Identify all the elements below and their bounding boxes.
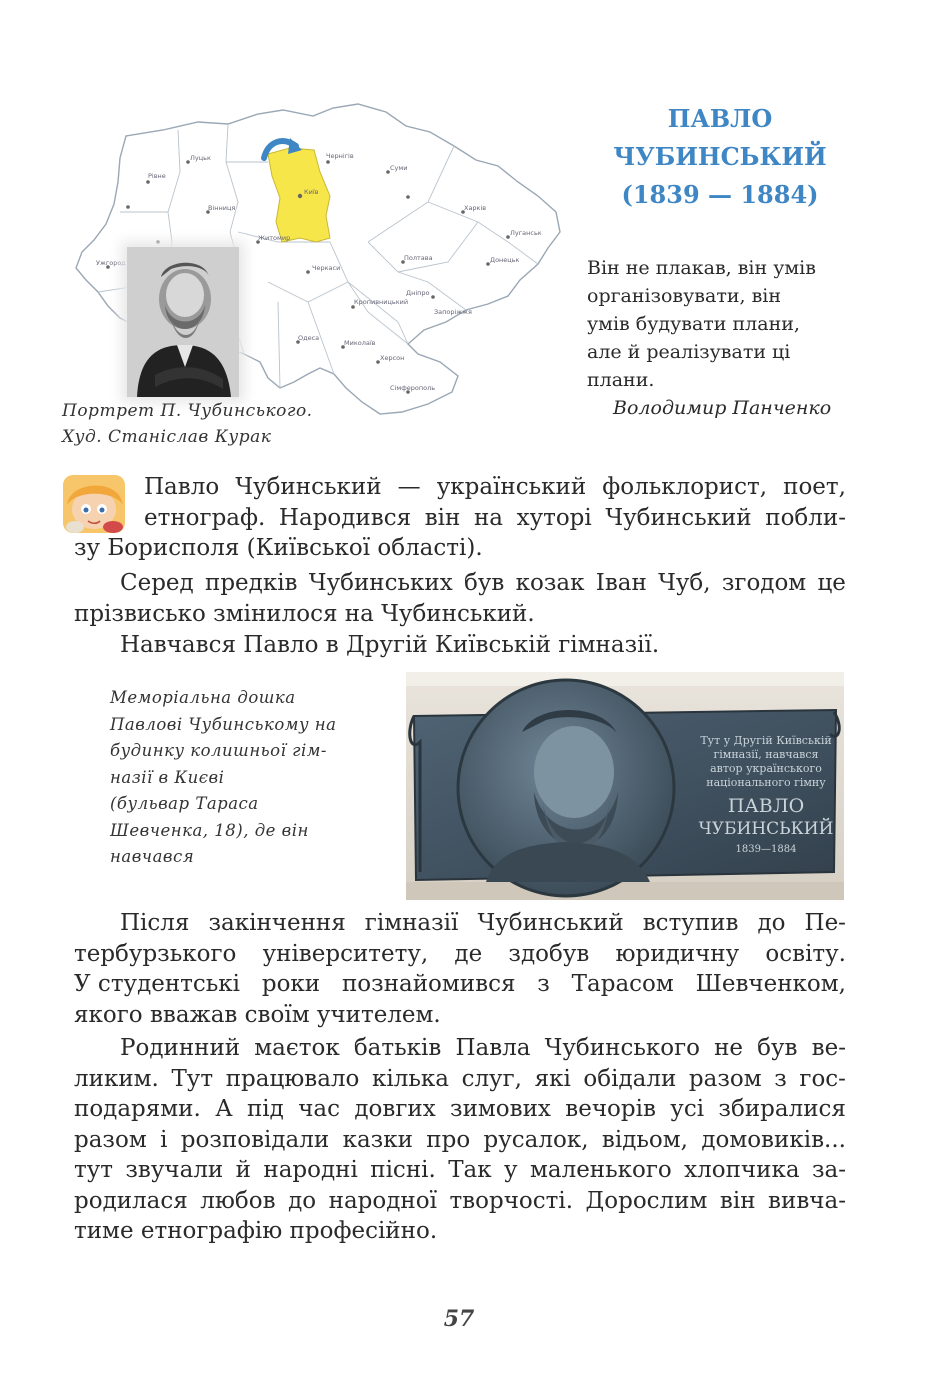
justified-line [144, 472, 846, 503]
word: У студентські [74, 971, 241, 997]
svg-text:ПАВЛО: ПАВЛО [727, 795, 805, 817]
svg-text:гімназії, навчався: гімназії, навчався [713, 748, 819, 761]
justified-line [74, 1155, 846, 1186]
word: Чубинський [605, 504, 752, 531]
word: розповідали [180, 1126, 330, 1153]
word: маєток [254, 1035, 340, 1061]
svg-text:Вінниця: Вінниця [208, 204, 236, 212]
word: освіту. [765, 940, 846, 967]
title-years: (1839 — 1884) [621, 180, 819, 209]
word: працювало [225, 1065, 360, 1092]
paragraph-5 [74, 1033, 846, 1247]
word: Тарасом [571, 971, 674, 997]
word: був [757, 1035, 798, 1061]
word: відьом, [601, 1126, 688, 1153]
word: під [246, 1096, 284, 1122]
word: гос- [799, 1065, 846, 1092]
caption-line: Меморіальна дошка [110, 688, 296, 707]
word: які [534, 1065, 571, 1092]
word: час [298, 1096, 340, 1122]
word: до [757, 910, 786, 936]
epigraph-line: але й реалізувати ці [587, 341, 791, 363]
word: Тут [171, 1065, 214, 1092]
svg-text:Тут у Другій Київській: Тут у Другій Київській [700, 734, 832, 747]
word: Родинний [120, 1035, 241, 1061]
word: Дорослим [585, 1187, 708, 1214]
svg-text:ЧУБИНСЬКИЙ: ЧУБИНСЬКИЙ [698, 819, 834, 839]
text-line: прізвисько змінилося на Чубинський. [74, 600, 535, 627]
title-line-1: ПАВЛО [667, 104, 773, 133]
word: Так [448, 1157, 492, 1183]
title-line-2: ЧУБИНСЬКИЙ [613, 142, 827, 171]
word: родилася [74, 1187, 188, 1214]
word: юридичну [615, 940, 740, 967]
word: до [288, 1187, 317, 1214]
word: Іван [595, 570, 647, 596]
caption-line: Шевченка, 18), де він [110, 820, 309, 840]
word: був [463, 570, 505, 596]
word: домовиків... [701, 1126, 846, 1153]
word: народні [263, 1157, 358, 1183]
word: батьків [353, 1035, 442, 1061]
word: Пе- [804, 910, 846, 936]
justified-line [144, 503, 846, 534]
word: роки [261, 971, 321, 997]
word: пісні. [370, 1157, 436, 1183]
caption-line: Павлові Чубинському на [110, 714, 337, 734]
word: хуторі [516, 504, 592, 531]
word: Чубинських [308, 570, 453, 596]
paragraph-3 [120, 630, 846, 661]
caption-line: назії в Києві [110, 767, 225, 787]
justified-line [74, 1033, 846, 1064]
word: гімназії [364, 910, 459, 936]
justified-line [74, 1186, 846, 1217]
word: усі [670, 1096, 705, 1122]
svg-text:автор українського: автор українського [710, 762, 822, 775]
justified-line [74, 908, 846, 939]
word: поет, [783, 474, 846, 500]
word: Після [120, 910, 190, 936]
svg-text:Дніпро: Дніпро [406, 289, 430, 297]
word: козак [515, 570, 585, 596]
word: тут [74, 1157, 113, 1183]
plaque-caption [110, 685, 400, 871]
svg-text:Чернігів: Чернігів [326, 152, 354, 160]
svg-text:Харків: Харків [464, 204, 487, 212]
word: фольклорист, [602, 474, 768, 500]
word: ликим. [74, 1065, 159, 1092]
justified-line [74, 568, 846, 599]
svg-text:Одеса: Одеса [298, 334, 320, 342]
epigraph-line: Він не плакав, він умів [587, 257, 816, 279]
svg-text:Херсон: Херсон [380, 354, 405, 362]
svg-text:Луганськ: Луганськ [510, 229, 542, 237]
svg-text:Суми: Суми [390, 164, 408, 172]
svg-text:Кропивницький: Кропивницький [354, 298, 409, 306]
caption-line: навчався [110, 847, 195, 866]
word: Серед [120, 570, 194, 596]
paragraph-2 [74, 568, 846, 629]
svg-text:Київ: Київ [304, 188, 319, 196]
word: згодом [721, 570, 807, 596]
text-line: Навчався Павло в Другій Київській гімназії. [120, 632, 660, 658]
word: хлопчика [684, 1157, 800, 1183]
word: і [160, 1126, 168, 1153]
word: зимових [450, 1096, 551, 1122]
text-line: тиме етнографію професійно. [74, 1218, 438, 1244]
epigraph-line: умів будувати плани, [587, 313, 800, 335]
word: — [397, 474, 421, 500]
word: вечорів [565, 1096, 656, 1122]
svg-text:Сімферополь: Сімферополь [390, 384, 436, 392]
word: з [537, 971, 550, 997]
word: Чубинський [477, 910, 624, 936]
svg-text:Ужгород: Ужгород [96, 259, 126, 267]
word: український [436, 474, 587, 500]
word: народної [328, 1187, 437, 1214]
svg-text:Донецьк: Донецьк [490, 256, 520, 264]
word: Павла [455, 1035, 531, 1061]
word: здобув [508, 940, 590, 967]
reader-child-icon [63, 475, 125, 533]
word: й [235, 1157, 251, 1183]
word: Народився [278, 504, 412, 531]
article-title [575, 100, 865, 214]
text-line: зу Борисполя (Київської області). [74, 535, 483, 561]
justified-line [74, 1125, 846, 1156]
word: на [473, 504, 503, 531]
paragraph-4 [74, 908, 846, 1030]
word: де [454, 940, 483, 967]
word: подарями. [74, 1096, 201, 1122]
svg-text:Рівне: Рівне [148, 172, 166, 180]
word: разом [74, 1126, 147, 1153]
word: А [215, 1096, 233, 1122]
word: він [424, 504, 461, 531]
word: у [504, 1157, 518, 1183]
word: університету, [262, 940, 429, 967]
portrait-caption-line: Портрет П. Чубинського. [62, 401, 313, 421]
word: русалок, [483, 1126, 589, 1153]
svg-text:Полтава: Полтава [404, 254, 433, 262]
word: любов [200, 1187, 276, 1214]
justified-line [74, 1064, 846, 1095]
word: творчості. [449, 1187, 574, 1214]
word: Чуб, [658, 570, 711, 596]
paragraph-1 [144, 472, 846, 533]
word: кілька [372, 1065, 449, 1092]
portrait-image [127, 247, 239, 397]
svg-text:1839—1884: 1839—1884 [735, 844, 797, 855]
word: обідали [583, 1065, 677, 1092]
word: Шевченком, [695, 971, 846, 997]
svg-text:Запоріжжя: Запоріжжя [434, 308, 472, 316]
word: тербурзького [74, 940, 237, 967]
justified-line [74, 969, 846, 1000]
word: Павло [144, 474, 220, 500]
word: закінчення [208, 910, 346, 936]
word: про [426, 1126, 471, 1153]
word: це [817, 570, 846, 596]
epigraph-line: організовувати, він [587, 285, 782, 307]
text-line: якого вважав своїм учителем. [74, 1001, 441, 1028]
word: разом [688, 1065, 762, 1092]
word: Чубинський [235, 474, 382, 500]
epigraph-author: Володимир Панченко [613, 397, 832, 419]
memorial-plaque-photo [406, 672, 844, 900]
word: етнограф. [144, 504, 266, 531]
word: вступив [642, 910, 739, 936]
word: він [719, 1187, 756, 1214]
word: казки [342, 1126, 413, 1153]
word: довгих [354, 1096, 436, 1122]
portrait-caption-line: Худ. Станіслав Курак [62, 427, 272, 447]
portrait-caption [62, 398, 382, 450]
word: збиралися [718, 1096, 846, 1122]
word: з [774, 1065, 787, 1092]
word: вивча- [768, 1187, 846, 1214]
svg-text:Луцьк: Луцьк [190, 154, 211, 162]
epigraph [587, 254, 867, 422]
word: не [714, 1035, 744, 1061]
page-number: 57 [443, 1306, 475, 1332]
justified-line [74, 1094, 846, 1125]
svg-text:Черкаси: Черкаси [312, 264, 341, 272]
word: побли- [765, 504, 846, 531]
word: звучали [125, 1157, 224, 1183]
svg-text:Житомир: Житомир [258, 234, 291, 242]
svg-text:національного гімну: національного гімну [706, 776, 826, 789]
word: слуг, [461, 1065, 522, 1092]
word: маленького [529, 1157, 672, 1183]
word: Чубинського [544, 1035, 700, 1061]
caption-line: (бульвар Тараса [110, 794, 259, 813]
word: познайомився [341, 971, 516, 997]
svg-text:Миколаїв: Миколаїв [344, 339, 376, 347]
paragraph-1-end [74, 533, 846, 564]
word: ве- [811, 1035, 846, 1061]
justified-line [74, 939, 846, 970]
word: за- [811, 1157, 846, 1183]
word: предків [205, 570, 298, 596]
epigraph-line: плани. [587, 369, 655, 391]
caption-line: будинку колишньої гім- [110, 741, 327, 760]
kyiv-marker [298, 194, 302, 198]
